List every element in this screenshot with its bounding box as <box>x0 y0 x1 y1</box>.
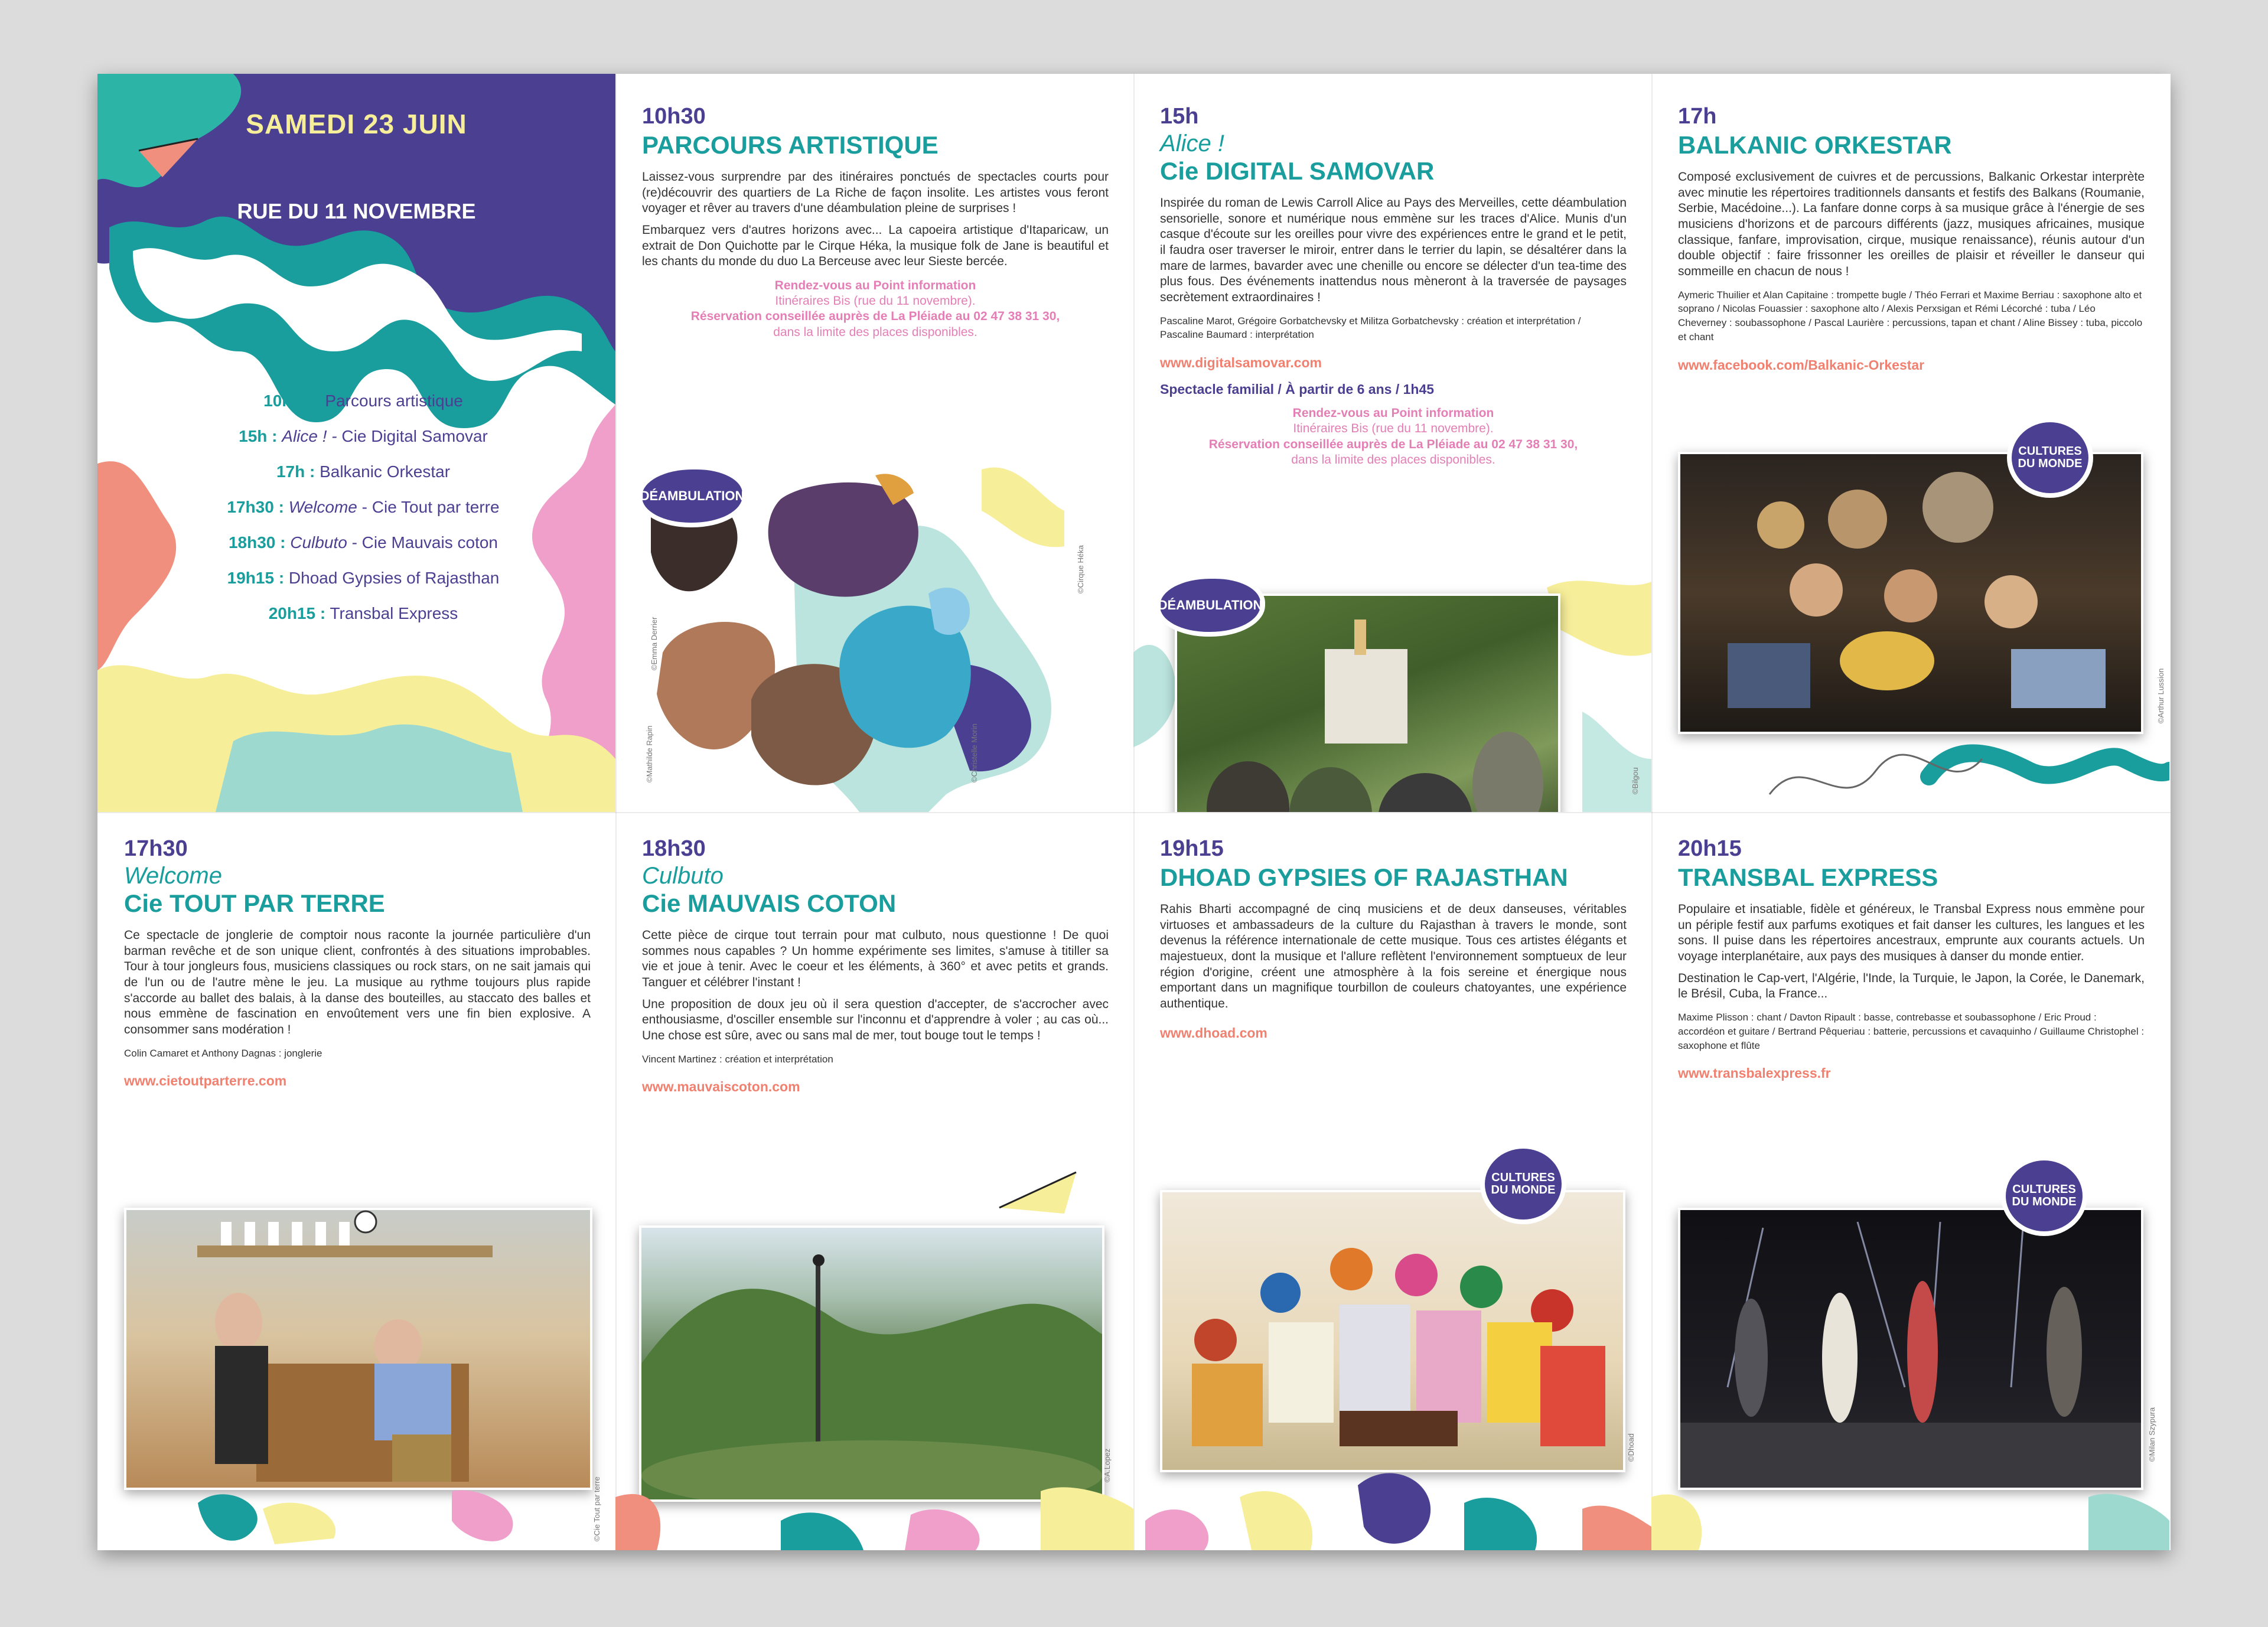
deambulation-badge: DÉAMBULATION <box>642 469 742 523</box>
info-block: Rendez-vous au Point information Itinéraires Bis (rue du 11 novembre). Réservation conseillée auprès de La Pléiade au 02 47 38 31 30, dans la limite des places disponibles. <box>690 278 1060 339</box>
event-credits: Maxime Plisson : chant / Davton Ripault : basse, contrebasse et soubassophone / Eric Proud : accordéon et guitare / Bertrand Pêqueriau : batterie, percussions et cavaquinho / Guillaume Christophel : saxophone et flûte <box>1678 1011 2145 1051</box>
event-title: Cie TOUT PAR TERRE <box>124 889 385 917</box>
event-description: Ce spectacle de jonglerie de comptoir nous raconte la journée particulière d'un barman revêche et de son unique client, confrontés à des situations improbables. Tour à tour jongleurs fous, musiciens classiques ou rock stars, on ne sait jamais qui de l'un ou de l'autre mène le jeu. La musique au rythme toujours plus rapide s'accorde au ballet des balais, à la danse des bouteilles, au staccato des balles et nous emmène de fascination en envoûtement vers une fin bien explosive. A consommer sans modération ! <box>124 928 591 1036</box>
photo-credit: ©Mathilde Rapin <box>645 725 654 782</box>
photo-credit: ©Christelle Morin <box>970 723 979 782</box>
schedule-item: 10h30 : Parcours artistique <box>263 392 463 410</box>
cultures-du-monde-badge: CULTURES DU MONDE <box>2012 422 2088 493</box>
event-title: Cie MAUVAIS COTON <box>642 889 897 917</box>
schedule-item: 19h15 : Dhoad Gypsies of Rajasthan <box>227 569 500 587</box>
dhoad-panel <box>1133 812 1651 1550</box>
event-url[interactable]: www.facebook.com/Balkanic-Orkestar <box>1678 357 1925 373</box>
culbuto-panel <box>615 812 1133 1550</box>
cultures-du-monde-badge: CULTURES DU MONDE <box>1485 1149 1562 1220</box>
schedule-item: 17h : Balkanic Orkestar <box>276 462 451 481</box>
event-time: 15h <box>1160 104 1199 129</box>
brochure-spread <box>97 74 2171 1550</box>
photo-credit: ©Cirque Héka <box>1076 545 1085 594</box>
event-description: Cette pièce de cirque tout terrain pour mat culbuto, nous questionne ! De quoi sommes nous capables ? Un homme expérimente ses limites, s'amuse à titiller sa vie et joue à tenir. Avec le coeur et les éléments, à 360° et avec petits et grands. Tanguer et célébrer l'instant ! Une proposition de doux jeu où il sera question d'accepter, de s'accrocher avec enthousiasme, d'osciller ensemble sur l'inconnu et d'apprendre à voler ; au cas où... Une chose est sûre, avec ou sans mal de mer, tout bouge tout le temps ! <box>642 928 1109 1042</box>
event-description: Inspirée du roman de Lewis Carroll Alice au Pays des Merveilles, cette déambulation sensorielle, sonore et numérique nous emmène sur les traces d'Alice. Munis d'un casque d'écoute sur les oreilles pour vivre des expériences entre le grand et le petit, il faudra oser traverser le miroir, entrer dans le terrier du lapin, se désaltérer dans la mare de larmes, bavarder avec une chenille ou encore se délecter d'un tea-time des plus fous. Des événements inattendus nous mèneront à la traversée de paysages secrètement extraordinaires ! <box>1160 195 1627 304</box>
info-block: Rendez-vous au Point information Itinéraires Bis (rue du 11 novembre). Réservation conseillée auprès de La Pléiade au 02 47 38 31 30, dans la limite des places disponibles. <box>1208 406 1578 467</box>
deambulation-badge: DÉAMBULATION <box>1160 579 1260 632</box>
event-title: DHOAD GYPSIES OF RAJASTHAN <box>1160 863 1568 891</box>
event-url[interactable]: www.cietoutparterre.com <box>124 1073 287 1089</box>
event-url[interactable]: www.digitalsamovar.com <box>1160 355 1322 371</box>
welcome-background-art <box>97 1468 615 1550</box>
event-time: 19h15 <box>1160 836 1224 861</box>
cover-date: SAMEDI 23 JUIN <box>246 109 467 139</box>
event-credits: Vincent Martinez : création et interprétation <box>642 1053 833 1065</box>
balkanic-background-art <box>1651 676 2169 812</box>
cover-street: RUE DU 11 NOVEMBRE <box>237 199 476 223</box>
welcome-panel <box>97 812 615 1550</box>
event-time: 18h30 <box>642 836 706 861</box>
event-url[interactable]: www.mauvaiscoton.com <box>642 1079 800 1095</box>
cultures-du-monde-badge: CULTURES DU MONDE <box>2006 1160 2083 1231</box>
photo-credit: ©Emma Derrier <box>650 617 659 670</box>
photo-credit: ©Arthur Lussion <box>2156 668 2165 723</box>
culbuto-background-art <box>615 1432 1133 1550</box>
event-time: 17h <box>1678 104 1717 129</box>
photo-credit: ©Dhoad <box>1627 1433 1635 1462</box>
transbal-panel <box>1651 812 2169 1550</box>
cover-panel <box>97 74 615 812</box>
parcours-panel <box>615 74 1133 812</box>
event-title: BALKANIC ORKESTAR <box>1678 131 1952 159</box>
event-subtitle: Culbuto <box>642 862 724 889</box>
event-credits: Pascaline Marot, Grégoire Gorbatchevsky et Militza Gorbatchevsky : création et interprétation / Pascaline Baumard : interprétation <box>1160 315 1581 341</box>
photo-credit: ©Cie Tout par terre <box>592 1476 601 1541</box>
event-credits: Colin Camaret et Anthony Dagnas : jonglerie <box>124 1047 322 1059</box>
schedule-item: 15h : Alice ! - Cie Digital Samovar <box>239 427 488 445</box>
schedule-item: 20h15 : Transbal Express <box>268 604 458 622</box>
schedule-item: 18h30 : Culbuto - Cie Mauvais coton <box>228 533 498 552</box>
event-url[interactable]: www.dhoad.com <box>1160 1025 1267 1041</box>
transbal-background-art <box>1651 1462 2169 1550</box>
event-time: 10h30 <box>642 104 706 129</box>
event-credits: Aymeric Thuilier et Alan Capitaine : trompette bugle / Théo Ferrari et Maxime Berriau : saxophone alto et soprano / Nicolas Fouassier : saxophone alto / Alexis Perxsigan et Rémi Lécorché : tuba / Léo Cheverney : soubassophone / Pascal Laurière : percussions, tapan et chant / Aline Bissey : tuba, piccolo et chant <box>1678 289 2143 343</box>
event-subtitle: Alice ! <box>1160 130 1224 156</box>
triangle-shape <box>993 1155 1112 1225</box>
event-description: Composé exclusivement de cuivres et de percussions, Balkanic Orkestar interprète avec minutie les répertoires traditionnels dansants et festifs des Balkans (Roumanie, Serbie, Macédoine...). La fanfare donne corps à sa musique grâce à l'énergie de ses musiciens d'horizons et de parcours différents (jazz, musiques africaines, musique classique, fanfare, improvisation, cirque, musique renaissance), réunis autour d'un double objectif : faire frissonner les oreilles de plaisir et réveiller le danseur qui sommeille en chacun de nous ! <box>1678 169 2145 278</box>
event-title: TRANSBAL EXPRESS <box>1678 863 1938 891</box>
audience-info: Spectacle familial / À partir de 6 ans / 1h45 <box>1160 382 1435 397</box>
transbal-photo <box>1678 1208 2143 1490</box>
event-description: Populaire et insatiable, fidèle et généreux, le Transbal Express nous emmène pour un périple festif aux parfums exotiques et fait danser les cultures, les langues et les sons. Il puise dans les répertoires ancestraux, emprunte aux courants actuels. Un voyage interplanétaire, aux pays des musiques à danser du monde entier. Destination le Cap-vert, l'Algérie, l'Inde, la Turquie, le Japon, la Corée, le Danemark, le Brésil, Cuba, la France... <box>1678 902 2145 1001</box>
alice-panel <box>1133 74 1651 812</box>
welcome-photo <box>124 1208 592 1490</box>
dhoad-background-art <box>1133 1432 1651 1550</box>
event-title: PARCOURS ARTISTIQUE <box>642 131 939 159</box>
event-time: 20h15 <box>1678 836 1742 861</box>
schedule-item: 17h30 : Welcome - Cie Tout par terre <box>227 498 500 516</box>
schedule-list <box>157 383 570 631</box>
event-time: 17h30 <box>124 836 188 861</box>
photo-credit: ©Bilgou <box>1631 767 1640 794</box>
balkanic-panel <box>1651 74 2169 812</box>
dhoad-photo <box>1160 1190 1625 1472</box>
event-subtitle: Welcome <box>124 862 222 889</box>
photo-credit: ©A.Lopez <box>1103 1448 1112 1482</box>
parcours-photo-collage <box>615 405 1133 812</box>
photo-credit: ©Milan Szypura <box>2148 1407 2156 1462</box>
event-description: Rahis Bharti accompagné de cinq musiciens et de deux danseuses, véritables virtuoses et ambassadeurs de la culture du Rajasthan à travers le monde, sont devenus la référence internationale de cette musique. Tous ces artistes élégants et majestueux, dont la musique et l'allure reflètent l'environnement somptueux de leur région d'origine, créent une atmosphère à la fois sereine et énergique nous emportant dans un magnifique tourbillon de couleurs chatoyantes, une expérience authentique. <box>1160 902 1627 1010</box>
event-title: Cie DIGITAL SAMOVAR <box>1160 156 1435 185</box>
event-description: Laissez-vous surprendre par des itinéraires ponctués de spectacles courts pour (re)découvrir des quartiers de La Riche de façon insolite. Les artistes vous feront voyager et rêver au travers d'une déambulation pleine de surprises ! Embarquez vers d'autres horizons avec... La capoeira artistique d'Itaparicaw, un extrait de Don Quichotte par le Cirque Héka, la musique folk de Jane is beautiful et les chants du monde du duo La Berceuse avec leur Sieste bercée. <box>642 169 1109 269</box>
event-url[interactable]: www.transbalexpress.fr <box>1678 1065 1831 1081</box>
